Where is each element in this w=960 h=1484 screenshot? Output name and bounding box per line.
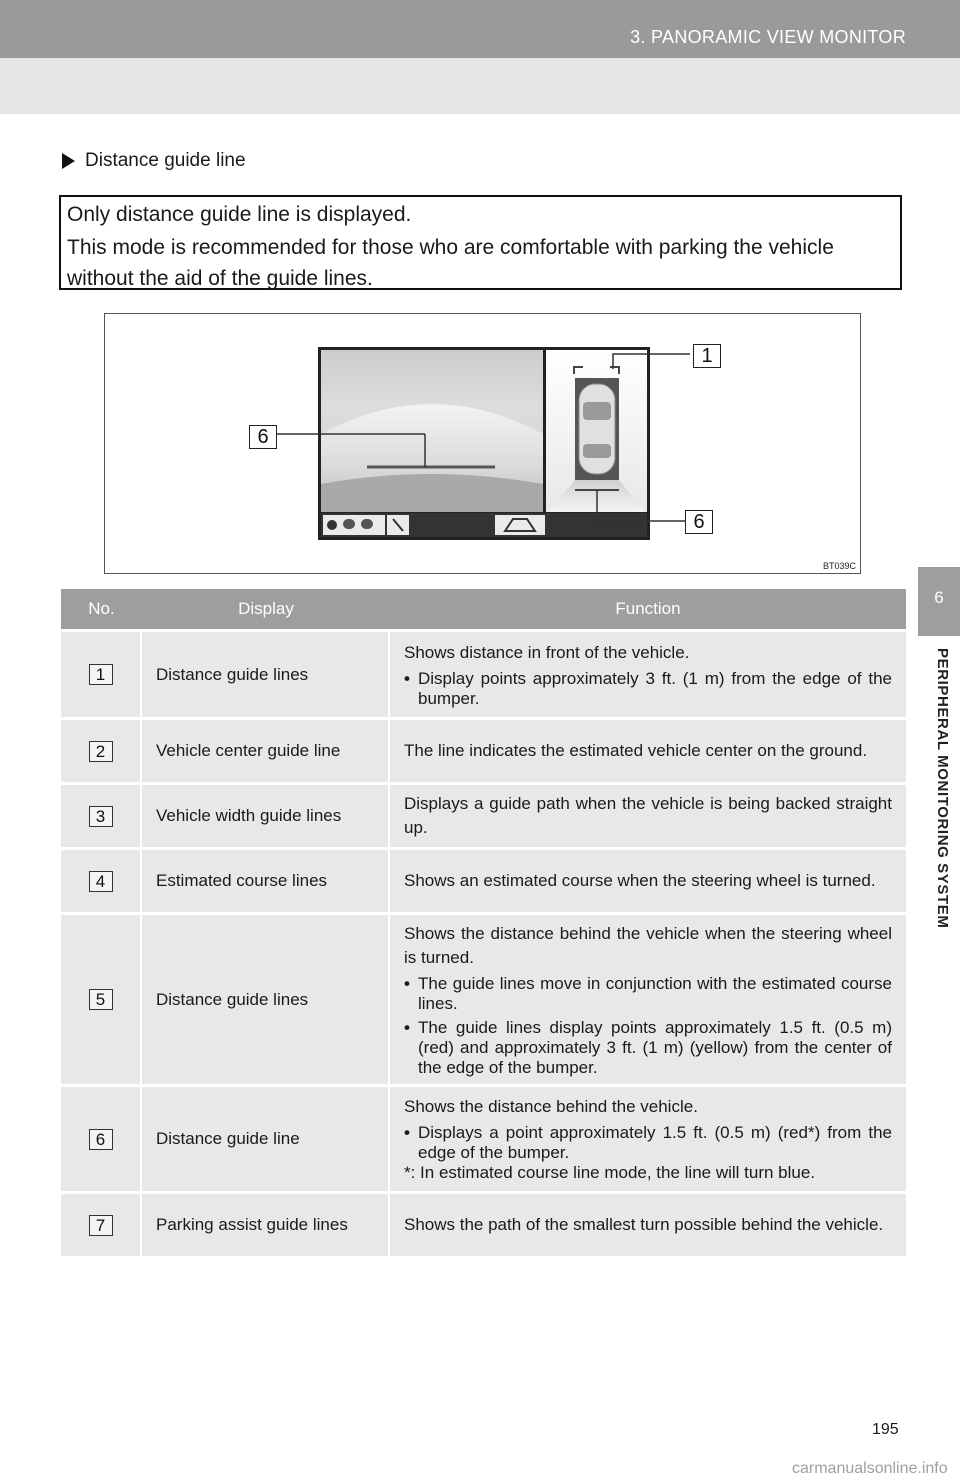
callout-6-left: 6 bbox=[249, 425, 277, 449]
row-bullet: The guide lines move in conjunction with the estimated course lines. bbox=[418, 973, 892, 1013]
row-display: Distance guide line bbox=[142, 1087, 390, 1191]
row-note: *: In estimated course line mode, the line will turn blue. bbox=[404, 1163, 816, 1182]
header-bar bbox=[0, 0, 960, 58]
header-title: 3. PANORAMIC VIEW MONITOR bbox=[630, 27, 906, 47]
row-bullet: The guide lines display points approximately 1.5 ft. (0.5 m) (red) and approximately 3 ft. (1 m) (yellow) from the center of the edge of the bumper. bbox=[418, 1017, 892, 1077]
section-heading-text: Distance guide line bbox=[85, 150, 246, 171]
info-box bbox=[59, 195, 902, 290]
row-function: Shows distance in front of the vehicle. bbox=[404, 642, 690, 662]
arrow-right-icon bbox=[62, 153, 75, 169]
row-number: 6 bbox=[89, 1129, 113, 1150]
header-no: No. bbox=[88, 599, 115, 618]
row-display: Estimated course lines bbox=[142, 850, 390, 912]
table-row bbox=[61, 847, 906, 912]
row-function: Shows an estimated course when the steering wheel is turned. bbox=[404, 871, 876, 890]
header-display: Display bbox=[238, 599, 294, 618]
figure-code: BT039C bbox=[823, 561, 857, 571]
table-header bbox=[61, 589, 906, 629]
row-function: Shows the distance behind the vehicle. bbox=[404, 1097, 698, 1116]
row-function: Displays a guide path when the vehicle is being backed straight up. bbox=[404, 794, 892, 837]
row-number: 7 bbox=[89, 1215, 113, 1236]
info-line-2: This mode is recommended for those who are comfortable with parking the vehicle without the aid of the guide lines. bbox=[67, 236, 834, 290]
table-row bbox=[61, 782, 906, 847]
row-number: 1 bbox=[89, 664, 113, 685]
row-number: 3 bbox=[89, 806, 113, 827]
table-row: 6 Distance guide line Shows the distance behind the vehicle. • Displays a point approximately 1.5 ft. (0.5 m) (red*) from the edge of the bumper. *: In estimated course line mode, the line will turn blue. bbox=[61, 1084, 906, 1191]
header-function: Function bbox=[615, 599, 681, 618]
row-bullet: Displays a point approximately 1.5 ft. (0.5 m) (red*) from the edge of the bumper. bbox=[418, 1123, 892, 1162]
chapter-tab[interactable]: 6 bbox=[918, 567, 960, 636]
row-number: 5 bbox=[89, 989, 113, 1010]
page-number: 195 bbox=[872, 1421, 899, 1438]
monitor-illustration bbox=[105, 314, 862, 575]
row-display: Distance guide lines bbox=[142, 915, 390, 1084]
vehicle-icon bbox=[579, 384, 615, 474]
row-function: Shows the path of the smallest turn possible behind the vehicle. bbox=[404, 1215, 884, 1234]
callout-1: 1 bbox=[693, 344, 721, 368]
table-row bbox=[61, 1191, 906, 1256]
table-row bbox=[61, 717, 906, 782]
info-line-1: Only distance guide line is displayed. bbox=[67, 203, 412, 226]
row-function: Shows the distance behind the vehicle when the steering wheel is turned. bbox=[404, 923, 892, 967]
callout-6-bottom: 6 bbox=[685, 510, 713, 534]
watermark: carmanualsonline.info bbox=[792, 1460, 948, 1477]
header-band bbox=[0, 58, 960, 114]
row-display: Vehicle center guide line bbox=[142, 720, 390, 782]
row-number: 2 bbox=[89, 741, 113, 762]
table-row: 5 Distance guide lines Shows the distance behind the vehicle when the steering wheel is turned. • The guide lines move in conjunction with the estimated course lines. • The guide lines display points approximately 1.5 ft. (0.5 m) (red) and approximately 3 ft. (1 m) (yellow) from the center of the edge of the bumper. bbox=[61, 912, 906, 1084]
row-number: 4 bbox=[89, 871, 113, 892]
chapter-label: PERIPHERAL MONITORING SYSTEM bbox=[934, 648, 951, 929]
row-function: The line indicates the estimated vehicle center on the ground. bbox=[404, 741, 868, 760]
section-heading bbox=[62, 150, 246, 172]
row-display: Parking assist guide lines bbox=[142, 1194, 390, 1256]
row-display: Vehicle width guide lines bbox=[142, 785, 390, 847]
figure-frame bbox=[104, 313, 861, 574]
guide-line-table bbox=[61, 589, 906, 1256]
row-bullet: Display points approximately 3 ft. (1 m) from the edge of the bumper. bbox=[418, 668, 892, 708]
table-row: 1 Distance guide lines Shows distance in front of the vehicle. • Display points approximately 3 ft. (1 m) from the edge of the bumper. bbox=[61, 629, 906, 717]
row-display: Distance guide lines bbox=[142, 632, 390, 717]
